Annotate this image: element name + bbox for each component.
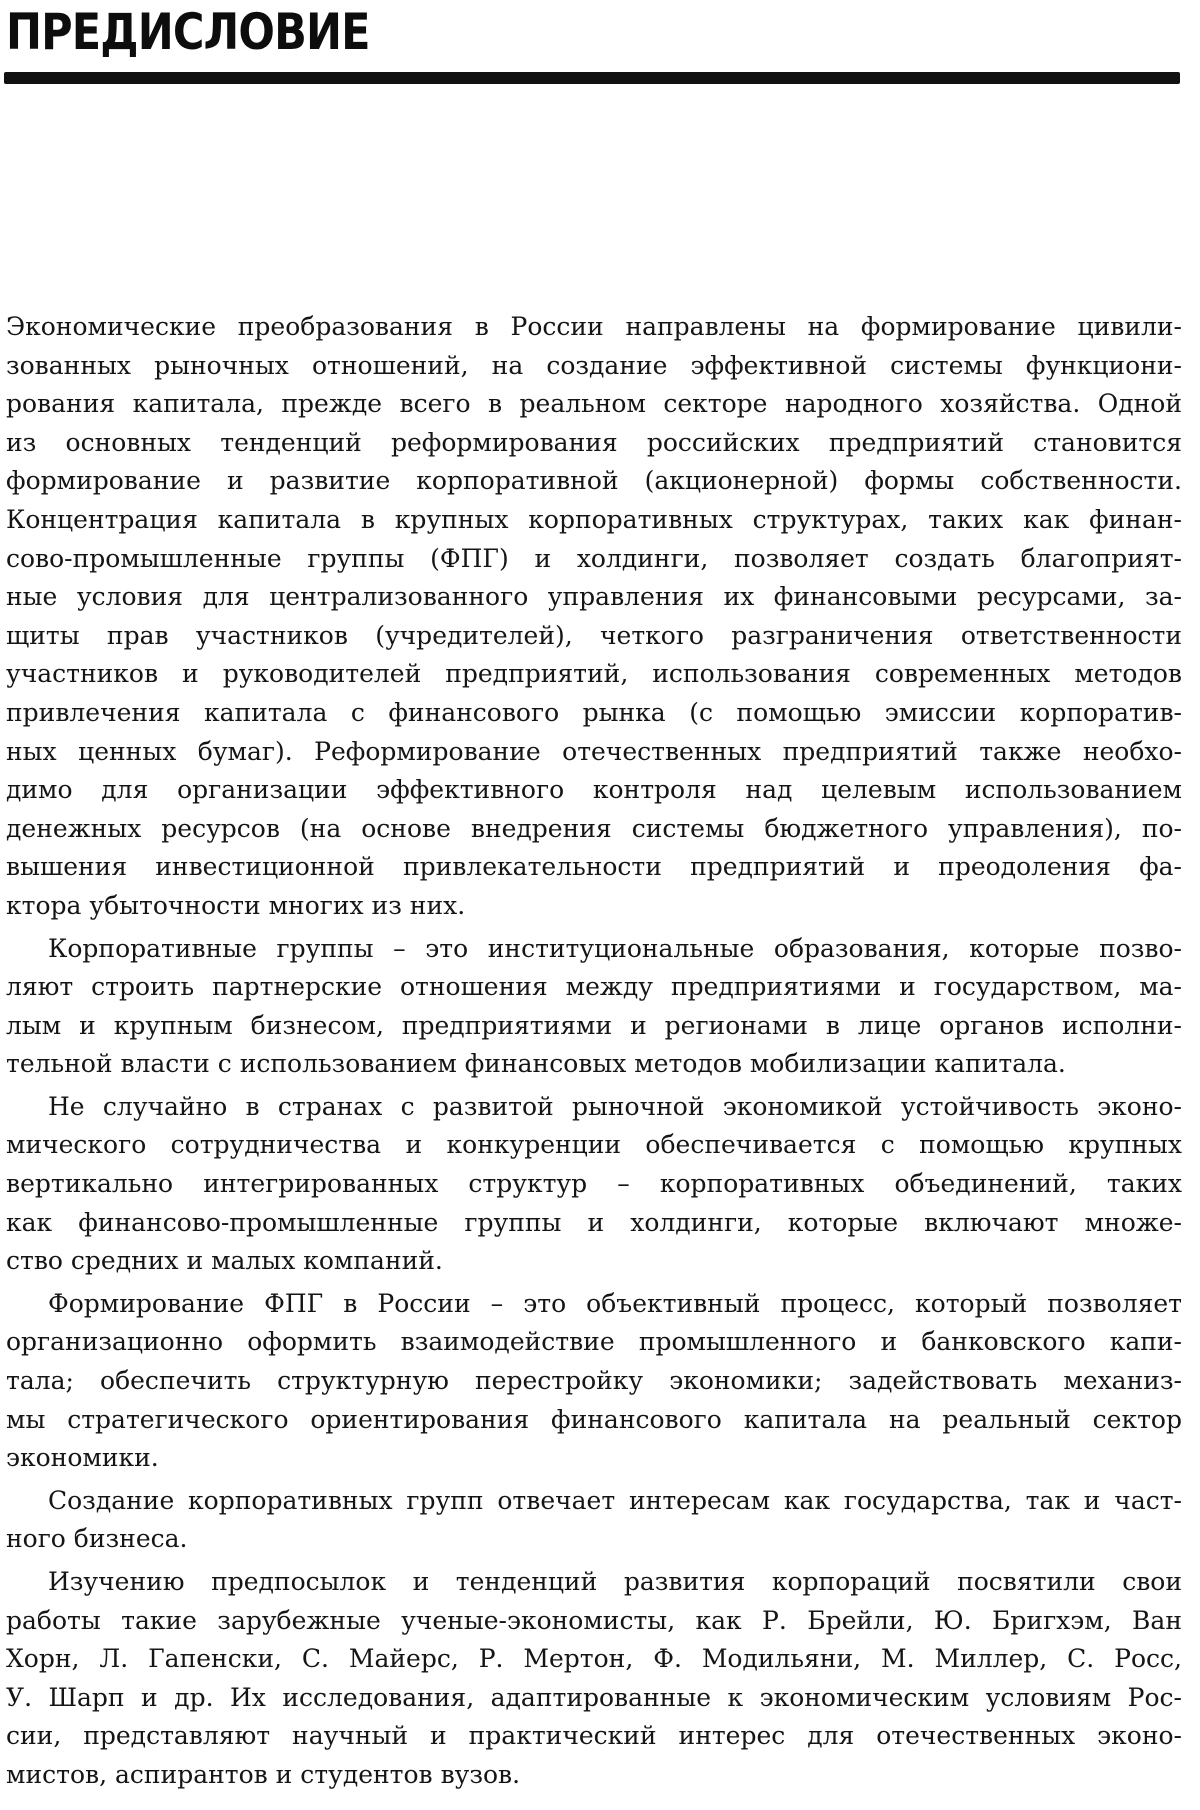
text-line: ного бизнеса. xyxy=(6,1524,188,1554)
text-line: Экономические преобразования в России направлены на формирование цивили- xyxy=(6,312,1182,341)
text-line: Не случайно в странах с развитой рыночной экономикой устойчивость эконо- xyxy=(48,1091,1182,1121)
text-line: ство средних и малых компаний. xyxy=(6,1246,443,1276)
text-line: ных ценных бумаг). Реформирование отечественных предприятий также необхо- xyxy=(6,736,1182,766)
chapter-title: ПРЕДИСЛОВИЕ xyxy=(6,3,370,61)
text-line: экономики. xyxy=(6,1443,159,1473)
title-rule xyxy=(4,72,1180,84)
text-line: димо для организации эффективного контроля над целевым использованием xyxy=(6,775,1182,805)
text-line: щиты прав участников (учредителей), четкого разграничения ответственности xyxy=(6,620,1182,650)
text-line: Хорн, Л. Гапенски, С. Майерс, Р. Мертон, Ф. Модильяни, М. Миллер, С. Росс, xyxy=(6,1644,1182,1674)
paragraph xyxy=(6,1088,1182,1281)
text-line: У. Шарп и др. Их исследования, адаптированные к экономическим условиям Рос- xyxy=(6,1682,1182,1712)
text-line: Корпоративные группы – это институциональные образования, которые позво- xyxy=(48,933,1182,963)
text-line: мы стратегического ориентирования финансового капитала на реальный сектор xyxy=(6,1404,1182,1434)
text-line: тельной власти с использованием финансовых методов мобилизации капитала. xyxy=(6,1049,1066,1079)
text-line: мического сотрудничества и конкуренции обеспечивается с помощью крупных xyxy=(6,1130,1182,1160)
text-line: рования капитала, прежде всего в реальном секторе народного хозяйства. Одной xyxy=(6,389,1182,419)
text-line: формирование и развитие корпоративной (акционерной) формы собственности. xyxy=(6,466,1182,496)
text-line: привлечения капитала с финансового рынка (с помощью эмиссии корпоратив- xyxy=(6,697,1182,727)
text-line: денежных ресурсов (на основе внедрения системы бюджетного управления), по- xyxy=(6,813,1182,843)
text-line: сии, представляют научный и практический интерес для отечественных эконо- xyxy=(6,1721,1182,1751)
text-line: Формирование ФПГ в России – это объективный процесс, который позволяет xyxy=(48,1288,1182,1318)
paragraph xyxy=(6,1482,1182,1559)
text-line: ляют строить партнерские отношения между предприятиями и государством, ма- xyxy=(6,972,1182,1002)
paragraph xyxy=(6,930,1182,1084)
paragraph xyxy=(6,308,1182,926)
text-line: как финансово-промышленные группы и холдинги, которые включают множе- xyxy=(6,1207,1182,1237)
text-line: из основных тенденций реформирования российских предприятий становится xyxy=(6,427,1182,457)
text-line: Создание корпоративных групп отвечает интересам как государства, так и част- xyxy=(48,1485,1182,1515)
text-line: организационно оформить взаимодействие промышленного и банковского капи- xyxy=(6,1327,1182,1357)
body-text xyxy=(6,308,1182,1795)
text-line: зованных рыночных отношений, на создание эффективной системы функциони- xyxy=(6,350,1182,380)
text-line: тала; обеспечить структурную перестройку экономики; задействовать механиз- xyxy=(6,1366,1182,1396)
text-line: лым и крупным бизнесом, предприятиями и регионами в лице органов исполни- xyxy=(6,1010,1182,1040)
text-line: Изучению предпосылок и тенденций развития корпораций посвятили свои xyxy=(48,1567,1182,1596)
text-line: Концентрация капитала в крупных корпоративных структурах, таких как финан- xyxy=(6,504,1182,534)
text-line: работы такие зарубежные ученые-экономисты, как Р. Брейли, Ю. Бригхэм, Ван xyxy=(6,1605,1182,1635)
text-line: участников и руководителей предприятий, использования современных методов xyxy=(6,659,1182,689)
text-line: вышения инвестиционной привлекательности предприятий и преодоления фа- xyxy=(6,852,1182,882)
text-line: ктора убыточности многих из них. xyxy=(6,890,466,920)
paragraph xyxy=(6,1285,1182,1478)
text-line: вертикально интегрированных структур – корпоративных объединений, таких xyxy=(6,1169,1182,1199)
paragraph xyxy=(6,1563,1182,1795)
text-line: сово-промышленные группы (ФПГ) и холдинги, позволяет создать благоприят- xyxy=(6,543,1182,573)
text-line: ные условия для централизованного управления их финансовыми ресурсами, за- xyxy=(6,582,1182,612)
text-line: мистов, аспирантов и студентов вузов. xyxy=(6,1759,521,1789)
